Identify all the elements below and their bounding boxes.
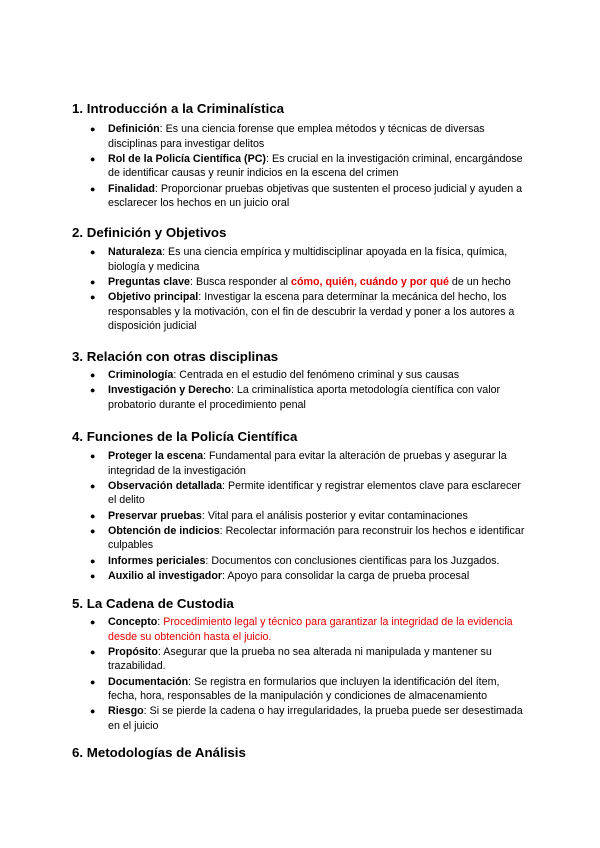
- bullet-list: [0, 122, 528, 211]
- item-text: Es una ciencia empírica y multidisciplinar apoyada en la física, química, biología y medicina: [108, 246, 508, 273]
- item-separator: :: [157, 645, 164, 658]
- list-item: [0, 704, 528, 733]
- item-term: Preservar pruebas: [108, 509, 202, 522]
- item-term: Definición: [108, 123, 160, 135]
- list-item: [0, 182, 528, 211]
- item-text: Fundamental para evitar la alteración de pruebas y asegurar la integridad de la investigación: [108, 450, 507, 477]
- bullet-icon: ●: [90, 646, 96, 657]
- bullet-icon: ●: [90, 451, 96, 461]
- item-term: Obtención de indicios: [108, 524, 220, 537]
- item-separator: :: [162, 246, 169, 258]
- item-term: Objetivo principal: [108, 290, 199, 303]
- item-text: Se registra en formularios que incluyen la identificación del ítem, fecha, hora, responsables de la manipulación y condiciones de almacenamiento: [108, 675, 500, 703]
- item-term: Preguntas clave: [108, 275, 190, 288]
- bullet-icon: ●: [90, 385, 96, 396]
- list-item: [0, 368, 528, 383]
- list-item: [0, 449, 528, 478]
- item-term: Concepto: [108, 616, 158, 628]
- item-highlight: cómo, quién, cuándo y por qué: [291, 275, 449, 288]
- item-separator: :: [205, 554, 212, 567]
- item-text: Documentos con conclusiones científicas para los Juzgados.: [211, 554, 500, 567]
- item-separator: :: [157, 616, 164, 628]
- bullet-icon: ●: [90, 291, 96, 302]
- bullet-icon: ●: [90, 153, 96, 164]
- bullet-icon: ●: [90, 370, 96, 380]
- item-separator: :: [230, 384, 237, 397]
- item-separator: :: [154, 182, 161, 195]
- item-term: Finalidad: [108, 182, 155, 195]
- list-item: [0, 122, 528, 151]
- item-separator: :: [189, 275, 196, 288]
- list-item: [0, 524, 528, 553]
- item-text: Busca responder al: [195, 275, 291, 288]
- section-heading: 2. Definición y Objetivos: [72, 225, 227, 240]
- item-term: Auxilio al investigador: [108, 569, 223, 582]
- item-separator: :: [265, 152, 272, 165]
- item-text: Investigar la escena para determinar la mecánica del hecho, los responsables y la motivación, con el fin de descubrir la verdad y poner a los autores a disposición judicial: [108, 290, 515, 333]
- item-term: Rol de la Policía Científica (PC): [108, 152, 266, 165]
- item-text: Es crucial en la investigación criminal, encargándose de identificar causas y reunir indicios en la escena del crimen: [108, 152, 523, 180]
- list-item: [0, 509, 528, 524]
- item-text: Vital para el análisis posterior y evitar contaminaciones: [207, 509, 468, 522]
- item-text: de un hecho: [448, 275, 511, 288]
- item-term: Criminología: [108, 369, 174, 381]
- item-term: Naturaleza: [108, 246, 163, 258]
- item-term: Riesgo: [108, 705, 144, 718]
- item-text: Asegurar que la prueba no sea alterada ni manipulada y mantener su trazabilidad.: [108, 645, 492, 673]
- item-text: Permite identificar y registrar elementos clave para esclarecer el delito: [108, 479, 521, 507]
- bullet-icon: ●: [90, 183, 96, 194]
- item-separator: :: [198, 290, 205, 303]
- item-term: Informes periciales: [108, 554, 206, 567]
- bullet-list: [0, 615, 528, 734]
- section-heading: 4. Funciones de la Policía Científica: [72, 429, 298, 444]
- bullet-icon: ●: [90, 247, 96, 257]
- list-item: [0, 615, 528, 644]
- item-separator: :: [222, 479, 228, 492]
- item-term: Propósito: [108, 645, 158, 658]
- list-item: [0, 645, 528, 674]
- item-separator: :: [188, 675, 195, 688]
- item-text: Recolectar información para reconstruir los hechos e identificar culpables: [108, 524, 525, 552]
- bullet-icon: ●: [90, 555, 96, 566]
- item-separator: :: [143, 705, 150, 718]
- item-separator: :: [201, 509, 208, 522]
- bullet-list: [0, 368, 528, 413]
- item-separator: :: [159, 123, 166, 135]
- bullet-icon: ●: [90, 480, 96, 491]
- item-text: Si se pierde la cadena o hay irregularidades, la prueba puede ser desestimada en el juicio: [108, 705, 523, 732]
- list-item: [0, 245, 528, 274]
- item-separator: :: [203, 450, 210, 462]
- bullet-icon: ●: [90, 510, 96, 521]
- list-item: [0, 675, 528, 704]
- item-text: Centrada en el estudio del fenómeno criminal y sus causas: [179, 369, 460, 381]
- bullet-icon: ●: [90, 276, 96, 287]
- bullet-icon: ●: [90, 617, 96, 627]
- item-text: Apoyo para consolidar la carga de prueba procesal: [227, 569, 470, 582]
- section-heading: 3. Relación con otras disciplinas: [72, 349, 279, 364]
- bullet-list: [0, 449, 528, 584]
- bullet-icon: ●: [90, 706, 96, 717]
- bullet-icon: ●: [90, 124, 96, 134]
- section-heading: 6. Metodologías de Análisis: [72, 745, 246, 760]
- bullet-icon: ●: [90, 525, 96, 536]
- item-term: Proteger la escena: [108, 450, 204, 462]
- list-item: [0, 152, 528, 181]
- list-item: [0, 275, 528, 290]
- list-item: [0, 383, 528, 412]
- item-text: Es una ciencia forense que emplea métodos y técnicas de diversas disciplinas para investigar delitos: [108, 123, 485, 150]
- item-term: Observación detallada: [108, 479, 223, 492]
- item-term: Investigación y Derecho: [108, 384, 231, 397]
- item-highlight: Procedimiento legal y técnico para garantizar la integridad de la evidencia desde su obtención hasta el juicio.: [108, 616, 513, 643]
- item-separator: :: [173, 369, 180, 381]
- bullet-icon: ●: [90, 570, 96, 581]
- section-heading: 1. Introducción a la Criminalística: [72, 101, 285, 116]
- item-text: Proporcionar pruebas objetivas que sustenten el proceso judicial y ayuden a esclarecer los hechos en un juicio oral: [108, 182, 523, 210]
- item-separator: :: [219, 524, 226, 537]
- bullet-icon: ●: [90, 676, 96, 687]
- item-text: La criminalística aporta metodología científica con valor probatorio durante el procedimiento penal: [108, 384, 501, 411]
- item-separator: :: [222, 569, 228, 582]
- bullet-list: [0, 245, 528, 334]
- list-item: [0, 554, 528, 569]
- list-item: [0, 479, 528, 508]
- section-heading: 5. La Cadena de Custodia: [72, 596, 234, 611]
- list-item: [0, 290, 528, 334]
- item-term: Documentación: [108, 675, 189, 688]
- list-item: [0, 569, 528, 584]
